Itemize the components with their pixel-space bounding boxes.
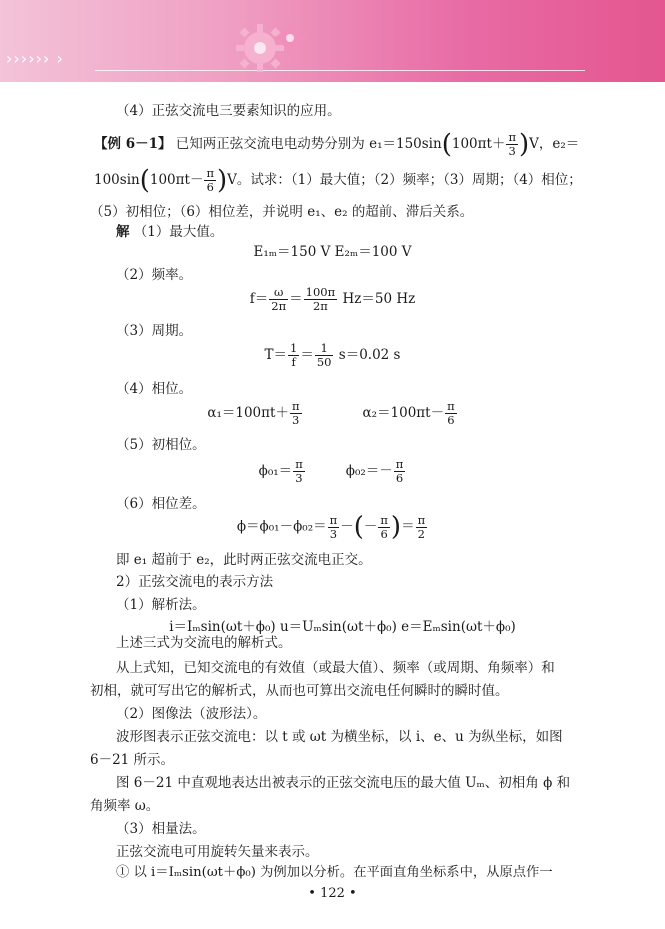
equation: f＝ $\frac{\omega}{2\pi}$ ＝ $\frac{100\pi}{2\pi}$ Hz＝50 Hz xyxy=(249,285,416,313)
text-line: （1）解析法。 xyxy=(116,597,206,613)
text-line: （3）相量法。 xyxy=(116,821,206,837)
fraction: $\frac{\pi}{3}$ xyxy=(508,130,516,158)
fraction: $\frac{\pi}{6}$ xyxy=(206,166,215,194)
text-line: （6）相位差。 xyxy=(116,496,206,512)
section-heading: 2）正弦交流电的表示方法 xyxy=(116,574,274,590)
text-line: 正弦交流电可用旋转矢量来表示。 xyxy=(116,844,319,860)
example-line xyxy=(94,130,579,159)
equation: E₁ₘ＝150 V E₂ₘ＝100 V xyxy=(253,244,412,260)
text-line: （4）正弦交流电三要素知识的应用。 xyxy=(116,103,341,119)
text-line: ① 以 i＝Iₘsin(ωt＋ϕ₀) 为例加以分析。在平面直角坐标系中，从原点作一 xyxy=(116,865,553,880)
equation: T＝ $\frac{1}{f}$ ＝ $\frac{1}{50}$ s＝0.02 s xyxy=(264,341,401,369)
text-line: （2）频率。 xyxy=(116,267,193,283)
equation: i＝Iₘsin(ωt＋ϕ₀) u＝Uₘsin(ωt＋ϕ₀) e＝Eₘsin(ωt＋ϕ₀) xyxy=(169,619,516,635)
text-line xyxy=(94,166,582,195)
page-number: • 122 • xyxy=(308,886,357,901)
text-span: V，e₂＝ xyxy=(529,136,580,152)
text-line: （2）图像法（波形法）。 xyxy=(116,706,267,722)
equation: ϕ＝ϕ₀₁－ϕ₀₂＝ $\frac{\pi}{3}$ －(－ $\frac{\pi}{6}$ )＝ $\frac{\pi}{2}$ xyxy=(236,512,426,542)
page-header-band xyxy=(0,0,665,82)
text-line: 图 6－21 中直观地表达出被表示的正弦交流电压的最大值 Uₘ、初相角 ϕ 和 xyxy=(116,775,571,791)
text-span: （1）最大值。 xyxy=(129,224,224,240)
chevron-decoration: ›››››› › xyxy=(6,49,64,68)
text-line: 波形图表示正弦交流电：以 t 或 ωt 为横坐标，以 i、e、u 为纵坐标，如图 xyxy=(116,729,563,745)
text-line: （5）初相位。 xyxy=(116,437,206,453)
text-line: 即 e₁ 超前于 e₂，此时两正弦交流电正交。 xyxy=(116,552,372,568)
paren: ( xyxy=(139,165,150,196)
text-line: 6－21 所示。 xyxy=(90,752,175,768)
text-line: （3）周期。 xyxy=(116,323,193,339)
text-line: 初相，就可写出它的解析式，从而也可算出交流电任何瞬时的瞬时值。 xyxy=(90,683,509,699)
paren: ( xyxy=(441,129,452,160)
gear-icon xyxy=(230,18,310,78)
text-line: 从上式知，已知交流电的有效值（或最大值）、频率（或周期、角频率）和 xyxy=(116,660,555,676)
text-span: V。试求：（1）最大值；（2）频率；（3）周期；（4）相位； xyxy=(227,172,582,188)
equation: ϕ₀₁＝ $\frac{\pi}{3}$ ϕ₀₂＝－ $\frac{\pi}{6}$ xyxy=(258,457,404,485)
paren: ) xyxy=(217,165,228,196)
text-span: 100πt－ xyxy=(149,172,204,188)
solution-label: 解 xyxy=(116,224,130,240)
paren: ) xyxy=(519,129,530,160)
text-line: 上述三式为交流电的解析式。 xyxy=(116,635,292,651)
text-line: 角频率 ω。 xyxy=(90,798,160,814)
header-rule xyxy=(95,70,585,71)
example-label: 【例 6－1】 xyxy=(94,136,172,152)
text-span: 已知两正弦交流电电动势分别为 e₁＝150sin xyxy=(171,136,442,152)
equation: α₁＝100πt＋ $\frac{\pi}{3}$ α₂＝100πt－ $\frac{\pi}{6}$ xyxy=(207,399,455,427)
text-line: （5）初相位；（6）相位差，并说明 e₁、e₂ 的超前、滞后关系。 xyxy=(90,204,474,220)
text-span: 100πt＋ xyxy=(451,136,506,152)
text-line: （4）相位。 xyxy=(116,381,193,397)
text-span: 100sin xyxy=(94,172,140,188)
